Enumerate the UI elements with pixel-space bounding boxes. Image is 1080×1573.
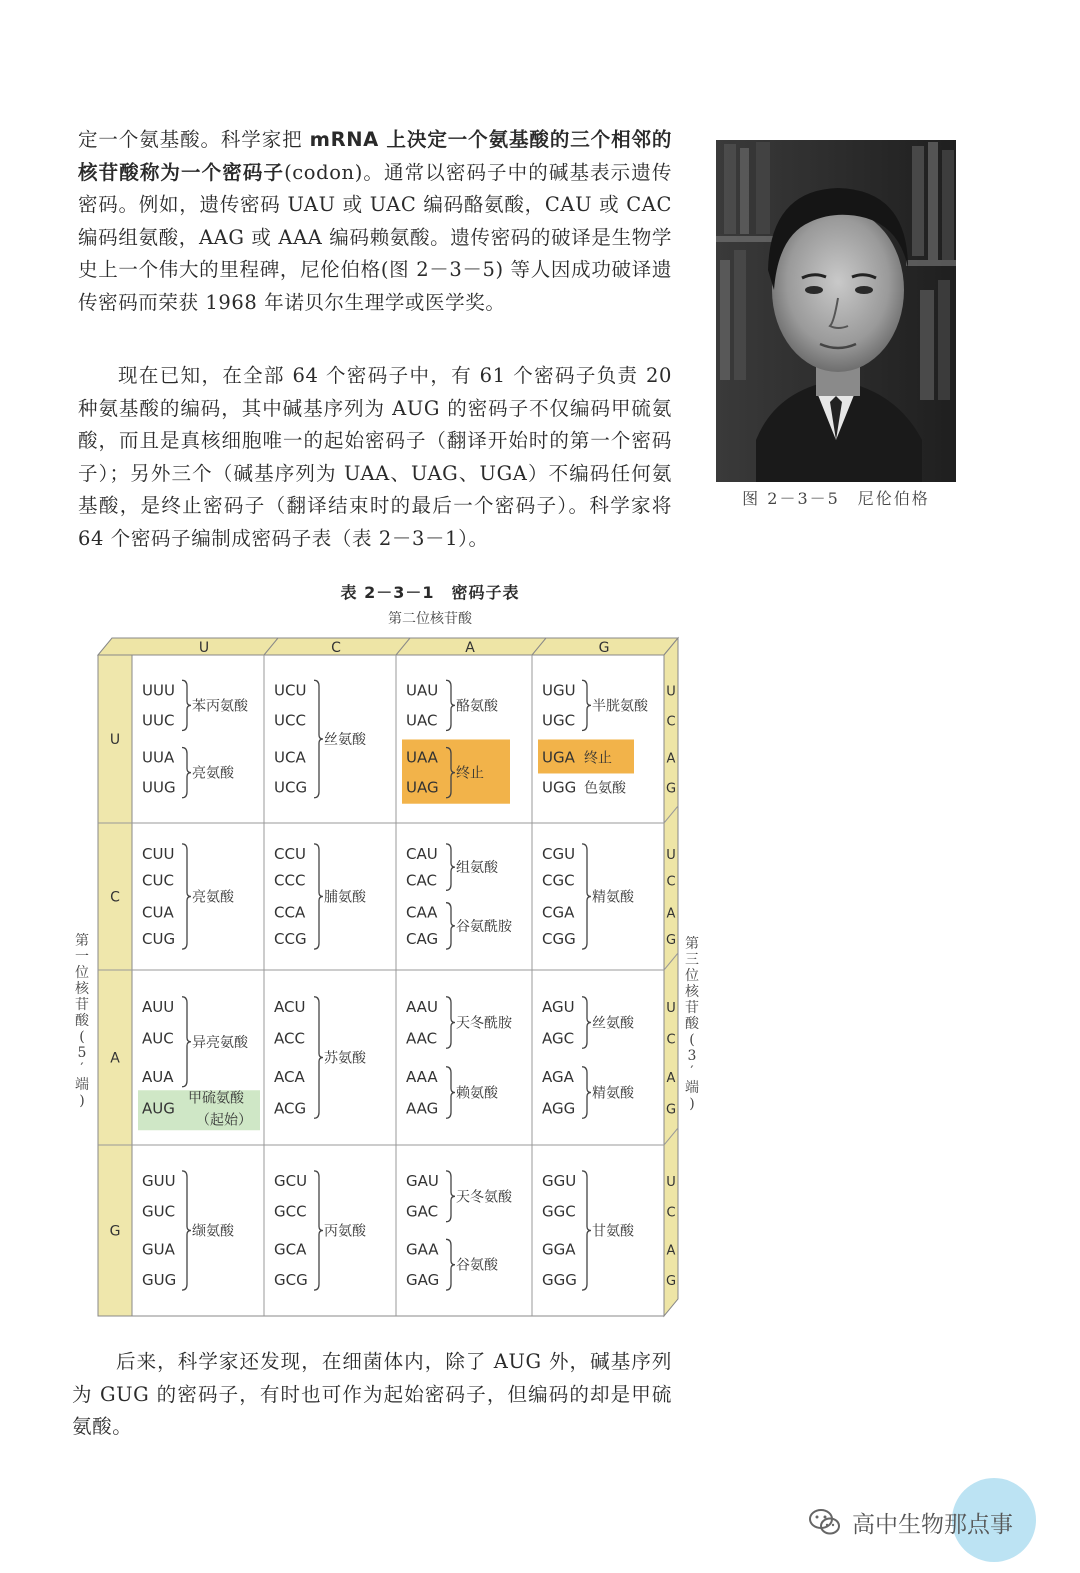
codon: UGU: [542, 681, 576, 700]
first-base-C: C: [110, 889, 120, 906]
third-base-G: G: [665, 1102, 677, 1118]
codon: AAU: [406, 997, 438, 1016]
codon: GCU: [274, 1171, 308, 1190]
bold-definition: mRNA 上决定一个氨基酸的三个相邻的核苷酸称为一个密码子: [78, 128, 672, 184]
figure-caption: 图 2－3－5 尼伦伯格: [742, 489, 930, 508]
amino-acid: 天冬氨酸: [456, 1189, 512, 1206]
table-top-rim: [98, 638, 678, 655]
table-title: 表 2－3－1 密码子表: [340, 583, 520, 602]
codon: CAA: [406, 903, 438, 922]
codon: CAU: [406, 844, 438, 863]
codon: ACG: [274, 1099, 307, 1118]
codon: CUA: [142, 903, 174, 922]
codon: CUU: [142, 844, 175, 863]
codon: GCC: [274, 1202, 307, 1221]
amino-acid: 赖氨酸: [456, 1085, 498, 1102]
amino-acid: 谷氨酸: [456, 1257, 498, 1274]
codon: CAG: [406, 930, 439, 949]
codon: CAC: [406, 871, 437, 890]
codon: GCG: [274, 1271, 308, 1290]
amino-acid: 谷氨酰胺: [456, 918, 512, 935]
amino-acid: 色氨酸: [584, 780, 626, 797]
amino-acid: 脯氨酸: [324, 889, 366, 906]
amino-acid: 半胱氨酸: [592, 698, 648, 715]
amino-acid: 异亮氨酸: [192, 1034, 248, 1051]
codon: GUC: [142, 1202, 176, 1221]
codon: UUG: [142, 778, 176, 797]
codon: GAG: [406, 1271, 440, 1290]
codon: AUG: [142, 1099, 175, 1118]
codon: ACA: [274, 1067, 305, 1086]
codon: AUA: [142, 1067, 174, 1086]
amino-acid: 天冬酰胺: [456, 1015, 512, 1032]
third-base-U: U: [666, 1174, 676, 1190]
codon: CCC: [274, 871, 306, 890]
codon: UGA: [542, 748, 575, 767]
codon: UCG: [274, 778, 308, 797]
amino-acid: 丝氨酸: [324, 732, 366, 748]
third-base-C: C: [666, 874, 676, 890]
third-base-A: A: [666, 751, 676, 767]
codon: CUC: [142, 871, 174, 890]
first-base-column: [98, 655, 132, 1316]
amino-acid: 组氨酸: [456, 860, 498, 877]
codon: GAC: [406, 1202, 439, 1221]
amino-acid: 酪氨酸: [456, 698, 498, 715]
codon: CGC: [542, 871, 575, 890]
codon: ACC: [274, 1029, 305, 1048]
wechat-icon: [808, 1507, 842, 1537]
watermark: [808, 1502, 1013, 1542]
watermark-text: 高中生物那点事: [852, 1511, 1013, 1538]
third-base-U: U: [666, 847, 676, 863]
amino-acid: 亮氨酸: [192, 889, 234, 906]
codon: UAU: [406, 681, 439, 700]
codon: CCG: [274, 930, 307, 949]
amino-acid: 甲硫氨酸: [188, 1090, 244, 1107]
codon: CGA: [542, 903, 575, 922]
codon: UAC: [406, 711, 438, 730]
codon: UCC: [274, 711, 306, 730]
second-base-C: C: [331, 640, 341, 656]
codon: GUA: [142, 1240, 175, 1259]
third-base-C: C: [666, 714, 676, 730]
amino-acid: 缬氨酸: [192, 1223, 234, 1240]
codon: UGG: [542, 778, 577, 797]
amino-acid: 苯丙氨酸: [192, 698, 248, 715]
amino-acid: 亮氨酸: [192, 765, 234, 782]
codon: AGU: [542, 997, 575, 1016]
codon: UCU: [274, 681, 307, 700]
codon: AUC: [142, 1029, 174, 1048]
codon: UGC: [542, 711, 576, 730]
codon: CGG: [542, 930, 576, 949]
first-base-label: 第 一 位 核 苷 酸 ( 5 ′ 端 ): [75, 933, 89, 1109]
amino-acid: 苏氨酸: [324, 1050, 366, 1067]
codon: AGA: [542, 1067, 574, 1086]
codon: CCA: [274, 903, 306, 922]
second-base-U: U: [198, 640, 210, 656]
codon: AGG: [542, 1099, 576, 1118]
start-note: （起始）: [196, 1112, 252, 1129]
amino-acid: 甘氨酸: [592, 1223, 634, 1240]
third-base-G: G: [665, 1274, 677, 1290]
codon: AAC: [406, 1029, 438, 1048]
codon: AAA: [406, 1067, 438, 1086]
second-base-A: A: [465, 640, 475, 656]
codon: UUA: [142, 748, 175, 767]
amino-acid: 精氨酸: [592, 1085, 634, 1102]
third-base-G: G: [665, 933, 677, 949]
amino-acid: 终止: [456, 765, 484, 782]
codon: CCU: [274, 844, 306, 863]
amino-acid: 精氨酸: [592, 889, 634, 906]
codon: UAA: [406, 748, 438, 767]
first-base-A: A: [110, 1050, 120, 1067]
third-base-A: A: [666, 1243, 676, 1259]
codon: CUG: [142, 930, 176, 949]
codon: GUU: [142, 1171, 176, 1190]
codon: GGU: [542, 1171, 577, 1190]
third-base-A: A: [666, 1070, 676, 1086]
text-run: (codon)。通常以密码子中的碱基表示遗传密码。例如，遗传密码 UAU 或 UAC 编码酪氨酸，CAU 或 CAC 编码组氨酸，AAG 或 AAA 编码赖氨酸。遗传密码的破译是生物学史上一个伟大的里程碑，尼伦伯格(图 2－3－5) 等人因成功破译遗传密码而荣获 1968 年诺贝尔生理学或医学奖。: [78, 160, 672, 314]
amino-acid: 终止: [584, 750, 612, 767]
codon: GGC: [542, 1202, 576, 1221]
third-base-G: G: [665, 781, 677, 797]
third-base-label: 第 三 位 核 苷 酸 ( 3 ′ 端 ): [685, 936, 699, 1112]
third-base-U: U: [666, 684, 676, 700]
first-base-U: U: [109, 732, 121, 748]
codon: GGA: [542, 1240, 576, 1259]
codon: GAA: [406, 1240, 439, 1259]
codon: UCA: [274, 748, 306, 767]
codon: AUU: [142, 997, 175, 1016]
codon: UAG: [406, 778, 439, 797]
paragraph-3: 后来，科学家还发现，在细菌体内，除了 AUG 外，碱基序列为 GUG 的密码子，有时也可作为起始密码子，但编码的却是甲硫氨酸。: [72, 1350, 672, 1438]
amino-acid: 丙氨酸: [324, 1223, 366, 1240]
third-base-U: U: [666, 1000, 676, 1016]
amino-acid: 丝氨酸: [592, 1015, 634, 1032]
codon: AGC: [542, 1029, 575, 1048]
codon: AAG: [406, 1099, 439, 1118]
second-base-header: 第二位核苷酸: [388, 611, 472, 627]
third-base-A: A: [666, 906, 676, 922]
codon: CGU: [542, 844, 576, 863]
codon: GAU: [406, 1171, 439, 1190]
codon: UUC: [142, 711, 175, 730]
codon: ACU: [274, 997, 306, 1016]
codon: GGG: [542, 1271, 577, 1290]
third-base-C: C: [666, 1205, 676, 1221]
codon: UUU: [142, 681, 175, 700]
second-base-G: G: [598, 640, 610, 656]
third-base-C: C: [666, 1032, 676, 1048]
codon: GUG: [142, 1271, 177, 1290]
first-base-G: G: [109, 1223, 121, 1240]
text-run: 定一个氨基酸。科学家把: [78, 128, 310, 151]
paragraph-2: 现在已知，在全部 64 个密码子中，有 61 个密码子负责 20 种氨基酸的编码，其中碱基序列为 AUG 的密码子不仅编码甲硫氨酸，而且是真核细胞唯一的起始密码子（翻译开始时的第一个密码子）；另外三个（碱基序列为 UAA、UAG、UGA）不编码任何氨基酸，是终止密码子（翻译结束时的最后一个密码子）。科学家将 64 个密码子编制成密码子表（表 2－3－1）。: [78, 364, 672, 550]
codon: GCA: [274, 1240, 307, 1259]
